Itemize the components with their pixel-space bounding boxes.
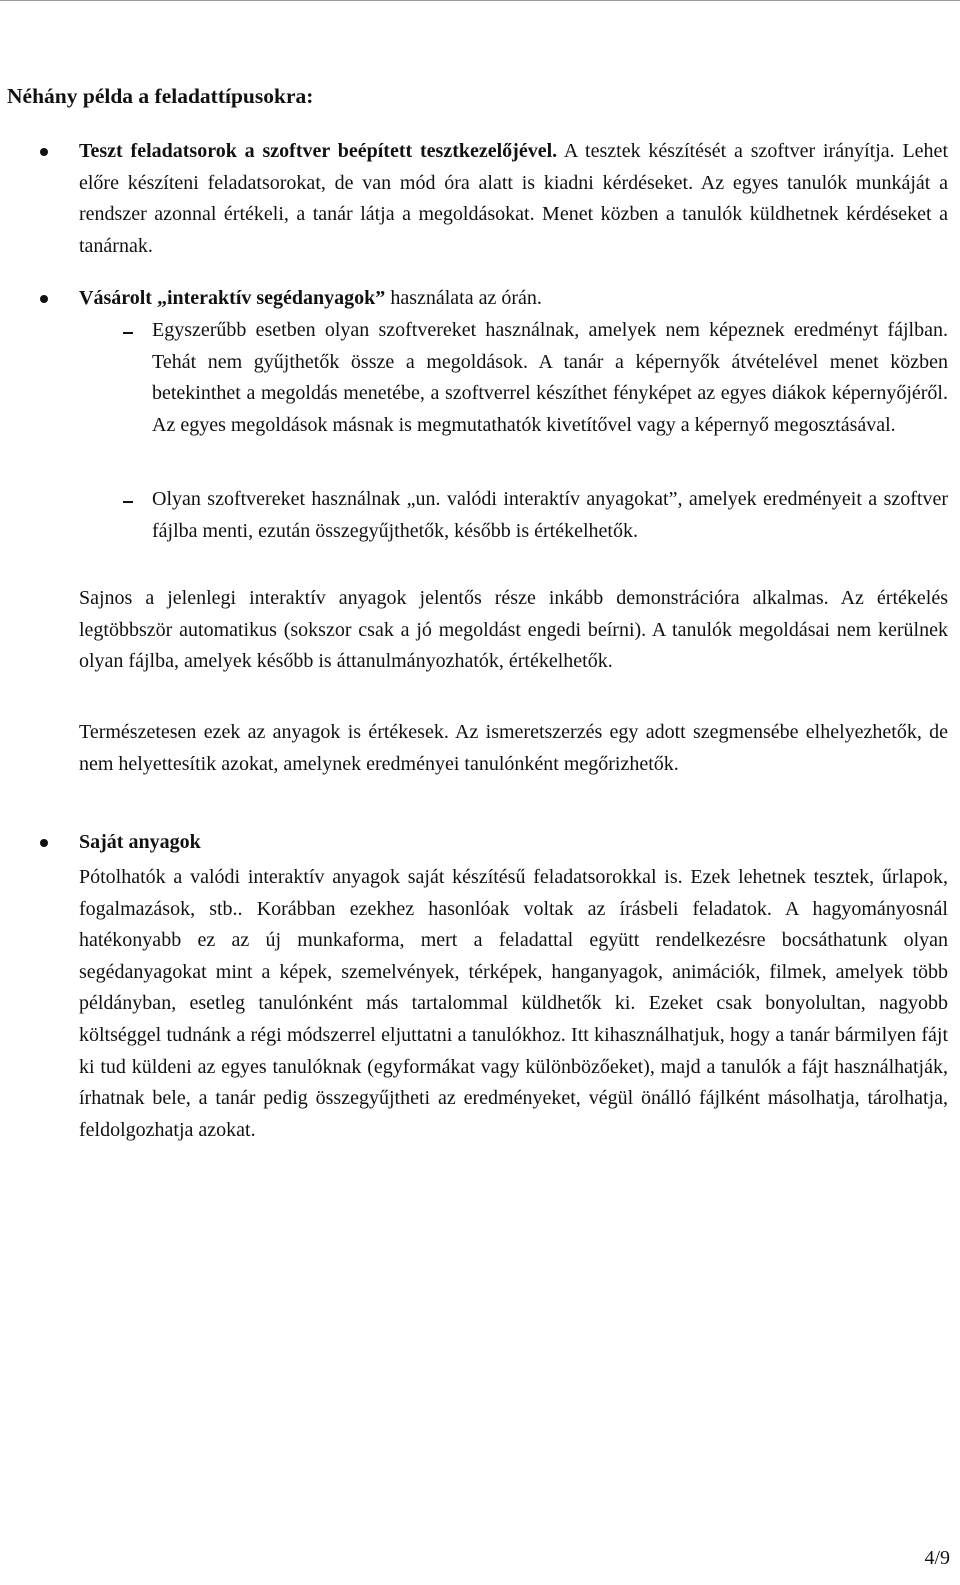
item-sajat-heading — [79, 827, 948, 859]
bullet-icon — [40, 148, 48, 156]
sub-item-2-text: Olyan szoftvereket használnak „un. valódi interaktív anyagokat”, amelyek eredményeit a szoftver fájlba menti, ezután összegyűjthetők, később is értékelhetők. — [152, 488, 948, 542]
top-rule — [0, 0, 960, 1]
item-teszt-text — [79, 136, 948, 262]
page-heading: Néhány példa a feladattípusokra: — [7, 84, 314, 108]
bullet-icon — [40, 839, 48, 847]
item-vasarolt-body: használata az órán. — [385, 287, 542, 309]
item-teszt-body: A tesztek készítését a szoftver irányítja. Lehet előre készíteni feladatsorokat, de van mód óra alatt is kiadni kérdéseket. Az egyes tanulók munkáját a rendszer azonnal értékeli, a tanár látja a megoldásokat. Menet közben a tanulók küldhetnek kérdéseket a tanárnak. — [79, 140, 948, 257]
dash-icon — [123, 501, 133, 503]
item-teszt-bold: Teszt feladatsorok a szoftver beépített tesztkezelőjével. — [79, 140, 558, 162]
dash-icon — [123, 332, 133, 334]
item-vasarolt-bold: Vásárolt „interaktív segédanyagok” — [79, 287, 386, 309]
bullet-icon — [40, 295, 48, 303]
item-vasarolt-text — [79, 283, 948, 315]
item-sajat-bold: Saját anyagok — [79, 831, 201, 853]
page-number: 4/9 — [924, 1547, 950, 1569]
paragraph-termeszetesen-text: Természetesen ezek az anyagok is értékesek. Az ismeretszerzés egy adott szegmensébe elhelyezhetők, de nem helyettesítik azokat, amelynek eredményei tanulónként megőrizhetők. — [79, 721, 948, 775]
sub-item-1-text: Egyszerűbb esetben olyan szoftvereket használnak, amelyek nem képeznek eredményt fájlban. Tehát nem gyűjthetők össze a megoldások. A tanár a képernyők átvételével menet közben betekinthet a megoldás menetébe, a szoftverrel készíthet fényképet az egyes diákok képernyőjéről. Az egyes megoldások másnak is megmutathatók kivetítővel vagy a képernyő megosztásával. — [152, 319, 948, 436]
paragraph-sajat-text: Pótolhatók a valódi interaktív anyagok saját készítésű feladatsorokkal is. Ezek lehetnek tesztek, űrlapok, fogalmazások, stb.. Korábban ezekhez hasonlóak voltak az írásbeli feladatok. A hagyományosnál hatékonyabb ez az új munkaforma, mert a feladattal együtt rendelkezésre bocsáthatunk olyan segédanyagokat mint a képek, szemelvények, térképek, hanganyagok, animációk, filmek, amelyek több példányban, esetleg tanulónként más tartalommal küldhetők ki. Ezeket csak bonyolultan, nagyobb költséggel tudnánk a régi módszerrel eljuttatni a tanulókhoz. Itt kihasználhatjuk, hogy a tanár bármilyen fájt ki tud küldeni az egyes tanulóknak (egyformákat vagy különbözőeket), majd a tanulók a fájt használhatják, írhatnak bele, a tanár pedig összegyűjtheti az eredményeket, végül önálló fájlként másolhatja, tárolhatja, feldolgozhatja azokat. — [79, 866, 948, 1141]
paragraph-sajnos-text: Sajnos a jelenlegi interaktív anyagok jelentős része inkább demonstrációra alkalmas. Az értékelés legtöbbször automatikus (sokszor csak a jó megoldást engedi beírni). A tanulók megoldásai nem kerülnek olyan fájlba, amelyek később is áttanulmányozhatók, értékelhetők. — [79, 587, 948, 673]
